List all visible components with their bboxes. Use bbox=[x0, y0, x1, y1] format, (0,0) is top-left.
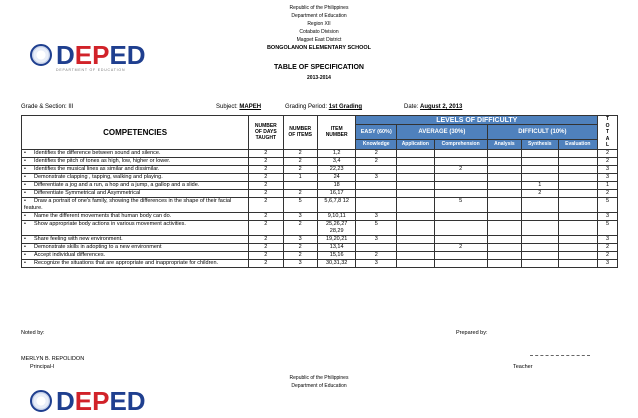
days-taught-cell: 2 bbox=[249, 212, 283, 220]
grade-section: Grade & Section: III bbox=[21, 104, 74, 110]
analysis-cell bbox=[487, 157, 521, 165]
synthesis-header: Synthesis bbox=[522, 140, 558, 149]
table-row bbox=[22, 259, 618, 267]
header-district: Magpet East District bbox=[296, 37, 342, 43]
table-row bbox=[22, 212, 618, 220]
teacher-title: Teacher bbox=[513, 364, 533, 370]
competency-cell bbox=[22, 165, 249, 173]
competency-text: Accept individual differences. bbox=[34, 251, 106, 258]
number-of-items-cell: 3 bbox=[283, 212, 317, 220]
principal-name: MERLYN B. REPOLIDON bbox=[21, 356, 85, 362]
bullet-icon: • bbox=[24, 181, 26, 188]
knowledge-cell bbox=[356, 197, 397, 212]
synthesis-cell: 2 bbox=[522, 189, 558, 197]
days-taught-cell: 2 bbox=[249, 189, 283, 197]
number-of-items-cell: 2 bbox=[283, 251, 317, 259]
competency-text: Share feeling with new environment. bbox=[34, 235, 123, 242]
deped-seal-icon bbox=[30, 390, 52, 412]
subject-label: Subject: bbox=[216, 104, 238, 110]
bullet-icon: • bbox=[24, 149, 26, 156]
knowledge-cell: 2 bbox=[356, 157, 397, 165]
analysis-cell bbox=[487, 251, 521, 259]
number-of-items-cell: 2 bbox=[283, 157, 317, 165]
total-cell: 3 bbox=[598, 165, 618, 173]
item-number-cell: 3,4 bbox=[317, 157, 356, 165]
analysis-cell bbox=[487, 235, 521, 243]
comprehension-cell bbox=[434, 189, 487, 197]
item-number-cell: 13,14 bbox=[317, 243, 356, 251]
item-number-cell: 22,23 bbox=[317, 165, 356, 173]
application-cell bbox=[397, 220, 435, 235]
competency-text: Demonstrate skills in adopting to a new environment bbox=[34, 243, 162, 250]
synthesis-cell bbox=[522, 243, 558, 251]
analysis-cell bbox=[487, 149, 521, 157]
analysis-cell bbox=[487, 259, 521, 267]
comprehension-cell bbox=[434, 220, 487, 235]
analysis-cell bbox=[487, 243, 521, 251]
synthesis-cell bbox=[522, 165, 558, 173]
days-taught-cell: 2 bbox=[249, 259, 283, 267]
total-cell: 1 bbox=[598, 181, 618, 189]
number-of-items-cell: 5 bbox=[283, 197, 317, 212]
knowledge-cell bbox=[356, 189, 397, 197]
analysis-cell bbox=[487, 197, 521, 212]
evaluation-cell bbox=[558, 259, 598, 267]
evaluation-cell bbox=[558, 149, 598, 157]
table-row bbox=[22, 235, 618, 243]
item-number-header: ITEM NUMBER bbox=[317, 116, 356, 150]
comprehension-cell bbox=[434, 181, 487, 189]
evaluation-cell bbox=[558, 235, 598, 243]
bullet-icon: • bbox=[24, 235, 26, 242]
competency-cell bbox=[22, 157, 249, 165]
comprehension-cell bbox=[434, 235, 487, 243]
number-of-items-cell bbox=[283, 181, 317, 189]
grading-period-label: Grading Period: bbox=[285, 104, 328, 110]
table-row bbox=[22, 197, 618, 212]
synthesis-cell bbox=[522, 149, 558, 157]
item-number-cell: 16,17 bbox=[317, 189, 356, 197]
knowledge-cell: 2 bbox=[356, 149, 397, 157]
number-of-items-cell: 2 bbox=[283, 220, 317, 235]
date-value: August 2, 2013 bbox=[420, 104, 463, 110]
deped-wordmark: DEPED bbox=[56, 40, 146, 70]
prepared-by-label: Prepared by: bbox=[456, 330, 488, 336]
table-row bbox=[22, 189, 618, 197]
header-department: Department of Education bbox=[291, 13, 347, 19]
competency-text: Recognize the situations that are appropriate and inappropriate for children. bbox=[34, 259, 219, 266]
total-cell: 3 bbox=[598, 259, 618, 267]
evaluation-header: Evaluation bbox=[558, 140, 598, 149]
competency-cell bbox=[22, 251, 249, 259]
analysis-header: Analysis bbox=[487, 140, 521, 149]
knowledge-cell bbox=[356, 181, 397, 189]
comprehension-cell bbox=[434, 212, 487, 220]
days-taught-cell: 2 bbox=[249, 197, 283, 212]
item-number-cell: 18 bbox=[317, 181, 356, 189]
deped-tagline: DEPARTMENT OF EDUCATION bbox=[56, 68, 126, 72]
synthesis-cell bbox=[522, 157, 558, 165]
synthesis-cell bbox=[522, 220, 558, 235]
header-region: Region XII bbox=[307, 21, 331, 27]
knowledge-cell: 2 bbox=[356, 251, 397, 259]
application-cell bbox=[397, 243, 435, 251]
bullet-icon: • bbox=[24, 220, 26, 227]
evaluation-cell bbox=[558, 243, 598, 251]
competency-cell bbox=[22, 181, 249, 189]
competency-cell bbox=[22, 197, 249, 212]
application-cell bbox=[397, 235, 435, 243]
competencies-header: COMPETENCIES bbox=[22, 116, 249, 150]
application-cell bbox=[397, 259, 435, 267]
grading-period-field bbox=[285, 104, 362, 110]
analysis-cell bbox=[487, 165, 521, 173]
application-cell bbox=[397, 251, 435, 259]
noted-by-label: Noted by: bbox=[21, 330, 45, 336]
item-number-cell: 9,10,11 bbox=[317, 212, 356, 220]
number-of-items-cell: 3 bbox=[283, 259, 317, 267]
evaluation-cell bbox=[558, 189, 598, 197]
subject-field bbox=[216, 104, 261, 110]
school-year: 2013-2014 bbox=[307, 75, 331, 81]
evaluation-cell bbox=[558, 251, 598, 259]
item-number-cell: 25,26,27 28,29 bbox=[317, 220, 356, 235]
bullet-icon: • bbox=[24, 157, 26, 164]
specification-table bbox=[21, 115, 618, 268]
date-label: Date: bbox=[404, 104, 419, 110]
number-of-items-cell: 1 bbox=[283, 173, 317, 181]
teacher-signature-line bbox=[530, 355, 590, 356]
competency-text: Differentiate Symmetrical and Asymmetrical bbox=[34, 189, 141, 196]
synthesis-cell bbox=[522, 197, 558, 212]
evaluation-cell bbox=[558, 212, 598, 220]
footer-country: Republic of the Philippines bbox=[289, 375, 349, 381]
difficult-header: DIFFICULT (10%) bbox=[487, 125, 597, 140]
synthesis-cell: 1 bbox=[522, 181, 558, 189]
average-header: AVERAGE (30%) bbox=[397, 125, 488, 140]
item-number-cell: 1,2 bbox=[317, 149, 356, 157]
competency-text: Differentiate a jog and a run, a hop and a jump, a gallop and a slide. bbox=[34, 181, 200, 188]
synthesis-cell bbox=[522, 259, 558, 267]
competency-cell bbox=[22, 149, 249, 157]
application-cell bbox=[397, 173, 435, 181]
evaluation-cell bbox=[558, 197, 598, 212]
levels-of-difficulty-header: LEVELS OF DIFFICULTY bbox=[356, 116, 598, 125]
competency-cell bbox=[22, 212, 249, 220]
specification-table-body bbox=[22, 149, 618, 267]
number-of-items-cell: 3 bbox=[283, 235, 317, 243]
table-row bbox=[22, 149, 618, 157]
school-name: BONGOLANON ELEMENTARY SCHOOL bbox=[266, 45, 372, 51]
header-country: Republic of the Philippines bbox=[289, 5, 349, 11]
table-row bbox=[22, 173, 618, 181]
days-taught-cell: 2 bbox=[249, 149, 283, 157]
item-number-cell: 24 bbox=[317, 173, 356, 181]
item-number-cell: 5,6,7,8 12 bbox=[317, 197, 356, 212]
knowledge-cell bbox=[356, 165, 397, 173]
knowledge-cell: 3 bbox=[356, 173, 397, 181]
principal-title: Principal-I bbox=[30, 364, 55, 370]
total-header: T O T A L bbox=[598, 116, 618, 150]
synthesis-cell bbox=[522, 251, 558, 259]
bullet-icon: • bbox=[24, 173, 26, 180]
synthesis-cell bbox=[522, 212, 558, 220]
synthesis-cell bbox=[522, 173, 558, 181]
days-taught-cell: 2 bbox=[249, 157, 283, 165]
evaluation-cell bbox=[558, 220, 598, 235]
total-cell: 2 bbox=[598, 149, 618, 157]
total-cell: 5 bbox=[598, 197, 618, 212]
total-cell: 2 bbox=[598, 189, 618, 197]
bullet-icon: • bbox=[24, 251, 26, 258]
grading-period-value: 1st Grading bbox=[328, 104, 363, 110]
comprehension-cell bbox=[434, 251, 487, 259]
bullet-icon: • bbox=[24, 197, 26, 204]
comprehension-cell: 2 bbox=[434, 243, 487, 251]
analysis-cell bbox=[487, 173, 521, 181]
comprehension-cell: 2 bbox=[434, 165, 487, 173]
number-of-items-header: NUMBER OF ITEMS bbox=[283, 116, 317, 150]
knowledge-cell: 3 bbox=[356, 212, 397, 220]
bullet-icon: • bbox=[24, 165, 26, 172]
total-cell: 2 bbox=[598, 243, 618, 251]
date-field bbox=[404, 104, 462, 110]
item-number-cell: 19,20,21 bbox=[317, 235, 356, 243]
comprehension-cell bbox=[434, 173, 487, 181]
easy-header: EASY (60%) bbox=[356, 125, 397, 140]
total-cell: 3 bbox=[598, 173, 618, 181]
comprehension-cell bbox=[434, 157, 487, 165]
competency-text: Identifies the difference between sound and silence. bbox=[34, 149, 161, 156]
competency-text: Identifies the pitch of tones as high, low, higher or lower. bbox=[34, 157, 171, 164]
application-cell bbox=[397, 212, 435, 220]
deped-wordmark: DEPED bbox=[56, 386, 146, 416]
number-of-items-cell: 2 bbox=[283, 149, 317, 157]
application-cell bbox=[397, 181, 435, 189]
item-number-cell: 15,16 bbox=[317, 251, 356, 259]
knowledge-header: Knowledge bbox=[356, 140, 397, 149]
application-cell bbox=[397, 189, 435, 197]
competency-cell bbox=[22, 243, 249, 251]
table-row bbox=[22, 181, 618, 189]
total-cell: 2 bbox=[598, 157, 618, 165]
subject-value: MAPEH bbox=[239, 104, 262, 110]
bullet-icon: • bbox=[24, 243, 26, 250]
synthesis-cell bbox=[522, 235, 558, 243]
table-row bbox=[22, 220, 618, 235]
application-cell bbox=[397, 149, 435, 157]
comprehension-cell bbox=[434, 149, 487, 157]
number-of-items-cell: 2 bbox=[283, 165, 317, 173]
document-title: TABLE OF SPECIFICATION bbox=[274, 64, 364, 71]
competency-text: Name the different movements that human body can do. bbox=[34, 212, 172, 219]
comprehension-cell: 5 bbox=[434, 197, 487, 212]
total-cell: 5 bbox=[598, 220, 618, 235]
total-cell: 2 bbox=[598, 251, 618, 259]
competency-cell bbox=[22, 189, 249, 197]
knowledge-cell: 3 bbox=[356, 235, 397, 243]
competency-text: Draw a portrait of one's family, showing the differences in the shape of their facial feature. bbox=[24, 197, 232, 211]
header-division: Cotabato Division bbox=[299, 29, 339, 35]
deped-logo-bottom bbox=[30, 386, 146, 416]
table-row bbox=[22, 243, 618, 251]
table-row bbox=[22, 157, 618, 165]
days-taught-cell: 2 bbox=[249, 235, 283, 243]
evaluation-cell bbox=[558, 173, 598, 181]
days-taught-cell: 2 bbox=[249, 243, 283, 251]
evaluation-cell bbox=[558, 165, 598, 173]
days-taught-cell: 2 bbox=[249, 181, 283, 189]
footer-department: Department of Education bbox=[291, 383, 347, 389]
bullet-icon: • bbox=[24, 212, 26, 219]
evaluation-cell bbox=[558, 157, 598, 165]
total-cell: 3 bbox=[598, 212, 618, 220]
competency-cell bbox=[22, 173, 249, 181]
knowledge-cell bbox=[356, 243, 397, 251]
analysis-cell bbox=[487, 220, 521, 235]
bullet-icon: • bbox=[24, 189, 26, 196]
comprehension-cell bbox=[434, 259, 487, 267]
knowledge-cell: 5 bbox=[356, 220, 397, 235]
evaluation-cell bbox=[558, 181, 598, 189]
competency-text: Show appropriate body actions in various movement activities. bbox=[34, 220, 186, 227]
application-cell bbox=[397, 197, 435, 212]
analysis-cell bbox=[487, 189, 521, 197]
competency-text: Identifies the musical lines as similar and dissimilar. bbox=[34, 165, 160, 172]
days-taught-cell: 2 bbox=[249, 220, 283, 235]
item-number-cell: 30,31,32 bbox=[317, 259, 356, 267]
table-row bbox=[22, 165, 618, 173]
analysis-cell bbox=[487, 181, 521, 189]
total-cell: 3 bbox=[598, 235, 618, 243]
number-of-items-cell: 2 bbox=[283, 189, 317, 197]
competency-text: Demonstrate clapping , tapping, walking and playing. bbox=[34, 173, 163, 180]
days-taught-cell: 2 bbox=[249, 173, 283, 181]
competency-cell bbox=[22, 259, 249, 267]
application-cell bbox=[397, 165, 435, 173]
days-taught-header: NUMBER OF DAYS TAUGHT bbox=[249, 116, 283, 150]
competency-cell bbox=[22, 220, 249, 235]
table-row bbox=[22, 251, 618, 259]
knowledge-cell: 3 bbox=[356, 259, 397, 267]
application-cell bbox=[397, 157, 435, 165]
competency-cell bbox=[22, 235, 249, 243]
bullet-icon: • bbox=[24, 259, 26, 266]
number-of-items-cell: 2 bbox=[283, 243, 317, 251]
days-taught-cell: 2 bbox=[249, 251, 283, 259]
application-header: Application bbox=[397, 140, 435, 149]
analysis-cell bbox=[487, 212, 521, 220]
comprehension-header: Comprehension bbox=[434, 140, 487, 149]
days-taught-cell: 2 bbox=[249, 165, 283, 173]
